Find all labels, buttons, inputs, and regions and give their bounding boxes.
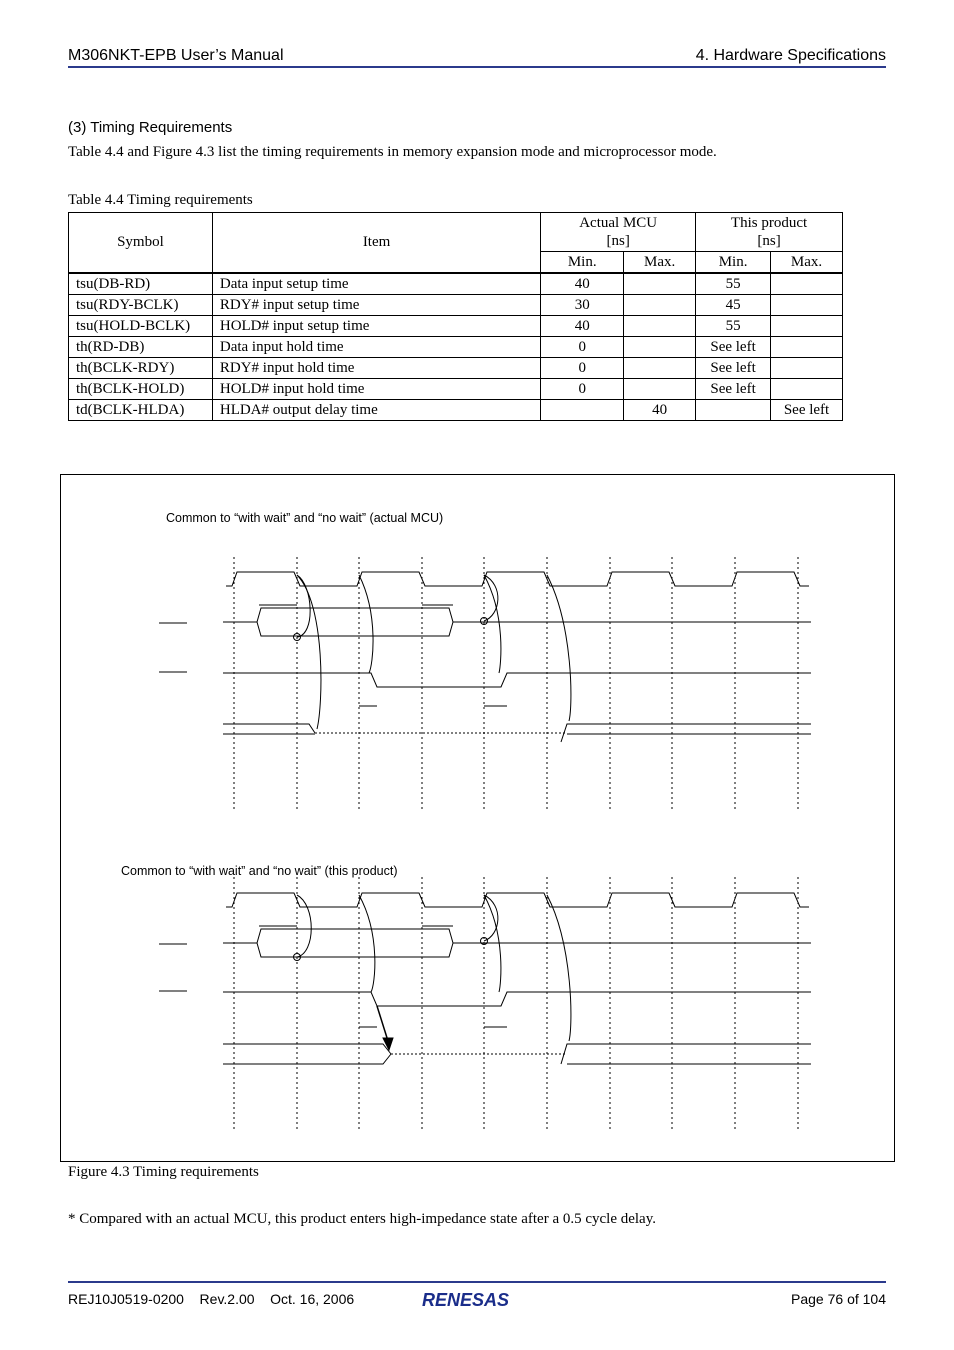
waveforms-actual bbox=[159, 557, 811, 810]
cell-product-min: See left bbox=[696, 358, 771, 379]
table-row bbox=[69, 379, 843, 400]
table-row bbox=[69, 337, 843, 358]
dependency-arc-product-3 bbox=[484, 895, 498, 941]
table-row bbox=[69, 316, 843, 337]
rdy-waveform-product bbox=[223, 992, 811, 1006]
cell-product-max bbox=[771, 379, 843, 400]
bclk-waveform-product bbox=[226, 893, 809, 907]
cell-item: RDY# input hold time bbox=[212, 358, 540, 379]
cell-symbol: tsu(HOLD-BCLK) bbox=[69, 316, 213, 337]
table-row bbox=[69, 273, 843, 295]
header-product-max: Max. bbox=[771, 252, 843, 274]
footer-date: Oct. 16, 2006 bbox=[270, 1291, 355, 1307]
timing-diagram bbox=[61, 475, 894, 1161]
hlda-waveform-actual bbox=[223, 724, 315, 733]
cell-item: RDY# input setup time bbox=[212, 295, 540, 316]
renesas-logo bbox=[420, 1287, 535, 1311]
cell-product-min bbox=[696, 400, 771, 421]
cell-product-min: 45 bbox=[696, 295, 771, 316]
rdy-waveform-actual bbox=[223, 673, 811, 687]
cell-actual-min: 40 bbox=[541, 316, 624, 337]
header-actual-mcu-label: Actual MCU bbox=[579, 215, 658, 231]
header-this-product bbox=[696, 213, 843, 252]
manual-title: M306NKT-EPB User’s Manual bbox=[68, 47, 284, 64]
waveforms-product bbox=[159, 877, 811, 1130]
header-actual-mcu-unit: [ns] bbox=[606, 233, 630, 249]
data-waveform-actual-b bbox=[257, 622, 453, 636]
cell-product-max bbox=[771, 316, 843, 337]
figure-label-product: Common to “with wait” and “no wait” (this product) bbox=[121, 864, 398, 878]
cell-actual-min bbox=[541, 400, 624, 421]
table-row bbox=[69, 358, 843, 379]
cell-actual-min: 30 bbox=[541, 295, 624, 316]
clock-guides-product bbox=[234, 877, 798, 1130]
cell-product-min: 55 bbox=[696, 316, 771, 337]
footer-page: Page 76 of 104 bbox=[791, 1291, 886, 1307]
cell-symbol: th(RD-DB) bbox=[69, 337, 213, 358]
renesas-logo-text: RENESAS bbox=[422, 1290, 510, 1310]
footer-rev: Rev.2.00 bbox=[199, 1291, 255, 1307]
cell-actual-max bbox=[624, 316, 696, 337]
header-product-min: Min. bbox=[696, 252, 771, 274]
dependency-arc-actual-6 bbox=[547, 575, 571, 721]
figure-caption: Figure 4.3 Timing requirements bbox=[68, 1164, 259, 1180]
hlda-waveform-product bbox=[223, 1044, 391, 1054]
dependency-arc-product-5 bbox=[547, 895, 571, 1041]
footer-doc-id: REJ10J0519-0200 bbox=[68, 1291, 184, 1307]
cell-product-max bbox=[771, 273, 843, 295]
footer-rule bbox=[68, 1281, 886, 1283]
dependency-arc-actual-3 bbox=[359, 575, 373, 673]
cell-actual-max: 40 bbox=[624, 400, 696, 421]
section-intro: Table 4.4 and Figure 4.3 list the timing requirements in memory expansion mode and microprocessor mode. bbox=[68, 144, 717, 160]
cell-actual-max bbox=[624, 379, 696, 400]
header-this-product-label: This product bbox=[730, 215, 808, 231]
cell-symbol: th(BCLK-RDY) bbox=[69, 358, 213, 379]
delay-arrowhead-product bbox=[383, 1038, 393, 1050]
cell-product-min: See left bbox=[696, 379, 771, 400]
header-actual-max: Max. bbox=[624, 252, 696, 274]
cell-item: HOLD# input setup time bbox=[212, 316, 540, 337]
cell-actual-min: 40 bbox=[541, 273, 624, 295]
cell-product-max bbox=[771, 337, 843, 358]
figure-label-actual: Common to “with wait” and “no wait” (actual MCU) bbox=[166, 511, 444, 525]
cell-actual-max bbox=[624, 358, 696, 379]
cell-product-max: See left bbox=[771, 400, 843, 421]
cell-actual-min: 0 bbox=[541, 337, 624, 358]
table-row bbox=[69, 295, 843, 316]
header-rule bbox=[68, 66, 886, 68]
cell-item: HLDA# output delay time bbox=[212, 400, 540, 421]
cell-symbol: tsu(RDY-BCLK) bbox=[69, 295, 213, 316]
cell-product-max bbox=[771, 358, 843, 379]
cell-product-max bbox=[771, 295, 843, 316]
header-item: Item bbox=[212, 213, 540, 274]
dependency-arc-actual-4 bbox=[484, 575, 498, 621]
cell-item: Data input setup time bbox=[212, 273, 540, 295]
chapter-title: 4. Hardware Specifications bbox=[695, 47, 886, 64]
cell-product-min: See left bbox=[696, 337, 771, 358]
header-actual-mcu bbox=[541, 213, 696, 252]
cell-symbol: th(BCLK-HOLD) bbox=[69, 379, 213, 400]
timing-figure bbox=[60, 474, 895, 1162]
cell-symbol: tsu(DB-RD) bbox=[69, 273, 213, 295]
cell-symbol: td(BCLK-HLDA) bbox=[69, 400, 213, 421]
cell-item: HOLD# input hold time bbox=[212, 379, 540, 400]
cell-actual-max bbox=[624, 337, 696, 358]
cell-actual-min: 0 bbox=[541, 358, 624, 379]
table-caption: Table 4.4 Timing requirements bbox=[68, 192, 253, 208]
data-waveform-actual-a bbox=[223, 608, 811, 622]
bclk-waveform-actual bbox=[226, 572, 809, 586]
data-waveform-product-b bbox=[257, 943, 453, 957]
header-symbol: Symbol bbox=[69, 213, 213, 274]
footnote: * Compared with an actual MCU, this product enters high-impedance state after a 0.5 cycle delay. bbox=[68, 1211, 656, 1227]
header-actual-min: Min. bbox=[541, 252, 624, 274]
cell-item: Data input hold time bbox=[212, 337, 540, 358]
hlda-waveform-actual-b bbox=[561, 724, 811, 742]
footer-doc-info bbox=[68, 1291, 354, 1307]
hlda-waveform-product-b bbox=[561, 1044, 811, 1064]
timing-table bbox=[68, 212, 843, 421]
cell-actual-min: 0 bbox=[541, 379, 624, 400]
cell-product-min: 55 bbox=[696, 273, 771, 295]
cell-actual-max bbox=[624, 273, 696, 295]
delay-arrow-product bbox=[377, 1006, 388, 1041]
dependency-arc-product-2 bbox=[359, 895, 375, 992]
clock-guides-actual bbox=[234, 557, 798, 810]
header-this-product-unit: [ns] bbox=[757, 233, 781, 249]
cell-actual-max bbox=[624, 295, 696, 316]
table-row bbox=[69, 400, 843, 421]
hlda-waveform-product-low bbox=[223, 1054, 391, 1064]
section-title: (3) Timing Requirements bbox=[68, 119, 233, 136]
